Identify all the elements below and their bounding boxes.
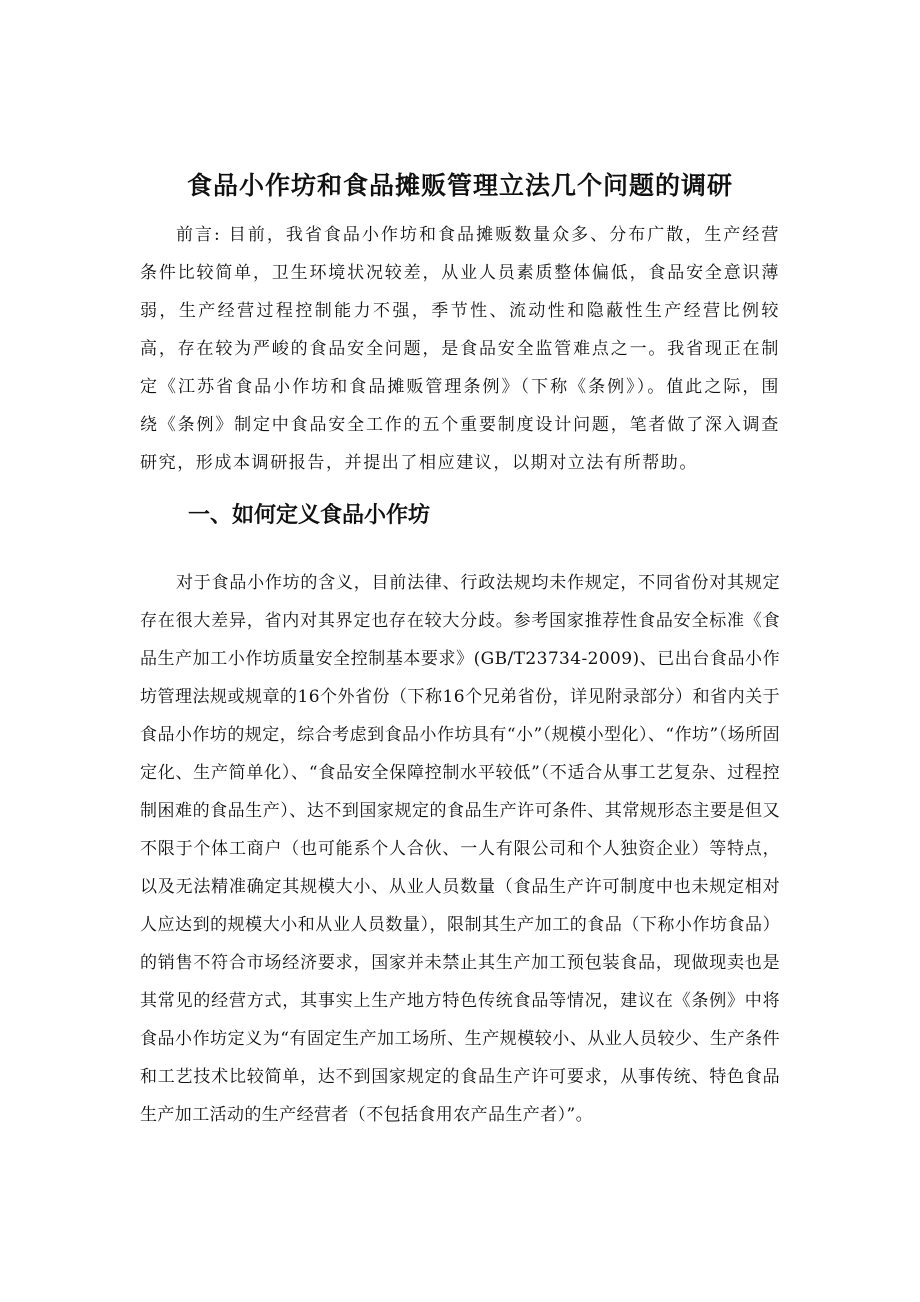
section-1-paragraph: 对于食品小作坊的含义，目前法律、行政法规均未作规定，不同省份对其规定存在很大差异，省内对其界定也存在较大分歧。参考国家推荐性食品安全标准《食品生产加工小作坊质量安全控制基本要求》(GB/T23734-2009)、已出台食品小作坊管理法规或规章的16个外省份（下称16个兄弟省份，详见附录部分）和省内关于食品小作坊的规定，综合考虑到食品小作坊具有“小”（规模小型化）、“作坊”（场所固定化、生产简单化）、“食品安全保障控制水平较低”（不适合从事工艺复杂、过程控制困难的食品生产）、达不到国家规定的食品生产许可条件、其常规形态主要是但又不限于个体工商户（也可能系个人合伙、一人有限公司和个人独资企业）等特点，以及无法精准确定其规模大小、从业人员数量（食品生产许可制度中也未规定相对人应达到的规模大小和从业人员数量），限制其生产加工的食品（下称小作坊食品）的销售不符合市场经济要求，国家并未禁止其生产加工预包装食品，现做现卖也是其常见的经营方式，其事实上生产地方特色传统食品等情况，建议在《条例》中将食品小作坊定义为“有固定生产加工场所、生产规模较小、从业人员较少、生产条件和工艺技术比较简单，达不到国家规定的食品生产许可要求，从事传统、特色食品生产加工活动的生产经营者（不包括食用农产品生产者）”。 <box>140 573 780 1125</box>
section-heading-1: 一、如何定义食品小作坊 <box>188 503 431 528</box>
preface-paragraph: 前言: 目前，我省食品小作坊和食品摊贩数量众多、分布广散，生产经营条件比较简单，卫生环境状况较差，从业人员素质整体偏低，食品安全意识薄弱，生产经营过程控制能力不强，季节性、流动性和隐蔽性生产经营比例较高，存在较为严峻的食品安全问题，是食品安全监管难点之一。我省现正在制定《江苏省食品小作坊和食品摊贩管理条例》（下称《条例》）。值此之际，围绕《条例》制定中食品安全工作的五个重要制度设计问题，笔者做了深入调查研究，形成本调研报告，并提出了相应建议，以期对立法有所帮助。 <box>140 225 780 473</box>
document-title: 食品小作坊和食品摊贩管理立法几个问题的调研 <box>186 171 733 200</box>
